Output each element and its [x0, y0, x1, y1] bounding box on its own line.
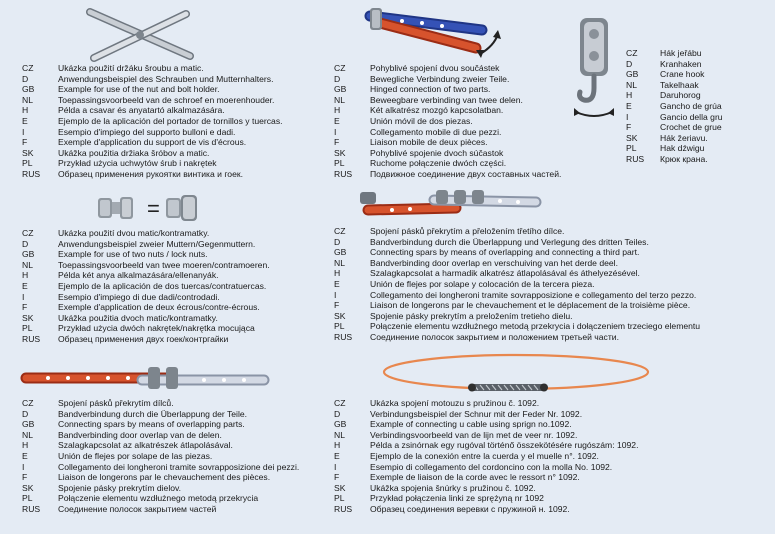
strip-hole [440, 24, 444, 28]
pulley-icon [589, 51, 599, 61]
lang-row: PL Przykład użycia dwóch nakrętek/nakrętka mocująca [22, 323, 255, 334]
cord-spring-illustration [382, 350, 650, 398]
bolt-holder-illustration [80, 6, 200, 62]
third-piece-illustration [360, 188, 545, 218]
lang-row: PL Połączenie elementu wzdłużnego metodą przekrycia i dołączeniem trzeciego elementu [334, 321, 701, 332]
strip-hole [126, 376, 130, 380]
overlap-illustration [18, 364, 268, 394]
lang-row: D Anwendungsbeispiel zweier Muttern/Gegenmuttern. [22, 238, 256, 249]
lang-row: NL Bandverbinding door overlap en verschuiving van het derde deel. [334, 257, 618, 268]
two-nuts-illustration [96, 192, 206, 226]
strip-hole [46, 376, 50, 380]
lang-row: RUS Образец применения двух гоек/контргайки [22, 333, 229, 344]
strip-hole [408, 207, 412, 211]
lang-row: H Szalagkapcsolat a harmadik alkatrész átlapolásával és áthelyezésével. [334, 268, 640, 279]
strip-hole [516, 200, 520, 204]
lang-row: E Unión de flejes por solape de las piezas. [22, 450, 213, 461]
lang-row: I Esempio d'impiego di due dadi/controdadi. [22, 291, 220, 302]
lang-row: PL Przykład połączenia linki ze sprężyną nr 1092 [334, 493, 544, 504]
lang-row: GB Example of connecting u cable using sprign no.1092. [334, 419, 572, 430]
overlap-text [22, 398, 299, 515]
lang-row: H Daruhorog [626, 90, 701, 101]
lang-row: CZ Ukázka spojení motouzu s pružinou č. 1092. [334, 398, 540, 408]
lang-row: NL Verbindingsvoorbeeld van de lijn met de veer nr. 1092. [334, 429, 578, 440]
equals-sign: = [147, 196, 160, 221]
hinged-connection-illustration [362, 6, 520, 66]
strip-hole [420, 21, 424, 25]
lang-row: GB Example for use of two nuts / lock nuts. [22, 249, 208, 260]
lang-row: E Ejemplo de la conexión entre la cuerda y el muelle n°. 1092. [334, 450, 599, 461]
lang-row: F Liaison de longerons par le chevauchement des pièces. [22, 472, 271, 483]
hook-icon [580, 76, 595, 100]
lang-row: E Ejemplo de la aplicación del portador de tornillos y tuercas. [22, 115, 283, 126]
lang-row: RUS Крюк крана. [626, 153, 708, 164]
lang-row: CZ Ukázka použití držáku šroubu a matic. [22, 63, 204, 73]
crane-hook-illustration [570, 16, 620, 122]
arrow-head-icon [574, 108, 580, 116]
nut-assembly-left [98, 197, 133, 219]
lang-row: CZ Hák jeřábu [626, 48, 702, 58]
strip-hole [202, 378, 206, 382]
lang-row: RUS Образец соединения веревки с пружиной н. 1092. [334, 503, 570, 514]
lang-row: I Esempio d'impiego del supporto bulloni e dadi. [22, 126, 236, 137]
lang-row: SK Hák žeriavu. [626, 132, 708, 143]
lang-row: D Bandverbindung durch die Überlappung der Teile. [22, 408, 248, 419]
lang-row: SK Ukážka použitia držiaka šróbov a matic. [22, 147, 210, 158]
lang-row: SK Spojenie pásky prekrytím dielov. [22, 482, 182, 493]
lang-row: GB Connecting spars by means of overlapping and connecting a third part. [334, 247, 640, 258]
rotation-arrow-icon [576, 112, 612, 116]
lang-row: PL Połączenie elementu wzdłużnego metodą przekrycia [22, 493, 259, 504]
bolt-icon [436, 190, 448, 204]
strip-hole [86, 376, 90, 380]
lang-row: CZ Spojení pásků překrytím dílců. [22, 398, 174, 408]
strip-hole [400, 19, 404, 23]
lang-row: F Exemple d'application de deux écrous/contre-écrous. [22, 302, 260, 313]
strip-hole [390, 208, 394, 212]
lang-row: CZ Pohyblivé spojení dvou součástek [334, 63, 500, 73]
bolt-icon [454, 190, 466, 204]
lang-row: I Collegamento mobile di due pezzi. [334, 126, 502, 137]
lang-row: H Szalagkapcsolat az alkatrészek átlapolásával. [22, 440, 233, 451]
lang-row: H Példa a csavar és anyatartó alkalmazására. [22, 105, 225, 116]
lang-row: E Unión móvil de dos piezas. [334, 115, 473, 126]
lang-row: SK Ukážka použitia dvoch matic/kontramatky. [22, 312, 218, 323]
lang-row: NL Toepassingsvoorbeeld van de schroef en moerenhouder. [22, 94, 275, 105]
two-nuts-text [22, 228, 270, 345]
bolt-icon [148, 367, 160, 389]
lang-row: NL Toepassingsvoorbeeld van twee moeren/contramoeren. [22, 259, 270, 270]
arrow-head-icon [493, 30, 501, 39]
lang-row: NL Takelhaak [626, 79, 699, 90]
lang-row: GB Crane hook [626, 69, 705, 80]
lang-row: D Verbindungsbeispiel der Schnur mit der Feder Nr. 1092. [334, 408, 583, 419]
lang-row: F Liaison mobile de deux pièces. [334, 137, 488, 148]
lang-row: GB Hinged connection of two parts. [334, 84, 491, 95]
bolt-holder-text [22, 63, 283, 180]
lang-row: NL Bandverbinding door overlap van de delen. [22, 429, 222, 440]
lang-row: H Példa a zsinórnak egy rugóval történő összekötésére rugószám: 1092. [334, 440, 639, 451]
lang-row: D Kranhaken [626, 58, 702, 69]
lang-row: H Két alkatrész mozgó kapcsolatban. [334, 105, 504, 116]
bolt-holder-center [136, 31, 144, 39]
lang-row: RUS Соединение полосок закрытием частей [22, 503, 217, 514]
cord-spring-text [334, 398, 638, 515]
lang-row: RUS Соединение полосок закрытием и положением третьей части. [334, 331, 619, 342]
lang-row: E Unión de flejes por solape y colocación de la tercera pieza. [334, 278, 595, 289]
lang-row: PL Hak dźwigu [626, 143, 705, 154]
crane-hook-text [626, 48, 723, 165]
lang-row: D Bewegliche Verbindung zweier Teile. [334, 73, 510, 84]
cord-loop [384, 355, 648, 389]
lang-row: H Példa két anya alkalmazására/ellenanyák. [22, 270, 219, 281]
lang-row: F Exemple d'application du support de vis d'écrous. [22, 137, 247, 148]
strip-hole [498, 199, 502, 203]
lang-row: SK Spojenie pásky prekrytím a preložením tretieho dielu. [334, 310, 573, 321]
lang-row: F Crochet de grue [626, 122, 722, 133]
lang-row: SK Pohyblivé spojenie dvoch súčastok [334, 147, 504, 158]
lang-row: E Gancho de grúa [626, 100, 722, 111]
strip-hole [242, 378, 246, 382]
third-piece-text [334, 226, 700, 343]
bolt-icon [360, 192, 376, 204]
spring-end [540, 384, 548, 392]
lang-row: I Esempio di collegamento del cordoncino con la molla No. 1092. [334, 461, 613, 472]
lang-row: I Collegamento dei longheroni tramite sovrapposizione e collegamento del terzo pezzo. [334, 289, 697, 300]
lang-row: RUS Образец применения рукоятки винтика и гоек. [22, 168, 243, 179]
lang-row: SK Ukážka spojenia šnúrky s pružinou č. 1092. [334, 482, 536, 493]
pulley-icon [589, 29, 599, 39]
lang-row: CZ Ukázka použití dvou matic/kontramatky. [22, 228, 210, 238]
lang-row: GB Example for use of the nut and bolt holder. [22, 84, 220, 95]
lang-row: D Bandverbindung durch die Überlappung und Verlegung des dritten Teiles. [334, 236, 649, 247]
lang-row: CZ Spojení pásků překrytím a přeložením třetího dílce. [334, 226, 565, 236]
lang-row: I Gancio della gru [626, 111, 723, 122]
lang-row: I Collegamento dei longheroni tramite sovrapposizione dei pezzi. [22, 461, 300, 472]
bolt-icon [472, 190, 484, 204]
strip-hole [106, 376, 110, 380]
arrow-head-icon [608, 108, 614, 116]
lang-row: E Ejemplo de la aplicación de dos tuercas/contratuercas. [22, 280, 267, 291]
lang-row: PL Ruchome połączenie dwóch części. [334, 158, 507, 169]
nut-assembly-right [166, 195, 197, 221]
hinge-bolt [370, 8, 382, 30]
lang-row: RUS Подвижное соединение двух составных частей. [334, 168, 562, 179]
lang-row: D Anwendungsbeispiel des Schrauben und Mutternhalters. [22, 73, 274, 84]
hinged-connection-text [334, 63, 561, 180]
lang-row: GB Connecting spars by means of overlapping parts. [22, 419, 245, 430]
lang-row: NL Beweegbare verbinding van twee delen. [334, 94, 523, 105]
lang-row: PL Przykład użycia uchwytów śrub i nakrętek [22, 158, 217, 169]
bolt-icon [166, 367, 178, 389]
strip-hole [222, 378, 226, 382]
arrow-head-icon [476, 50, 484, 58]
lang-row: F Exemple de liaison de la corde avec le ressort n° 1092. [334, 472, 580, 483]
spring-end [468, 384, 476, 392]
strip-hole [66, 376, 70, 380]
lang-row: F Liaison de longerons par le chevauchement et le déplacement de la troisième pièce. [334, 300, 691, 311]
